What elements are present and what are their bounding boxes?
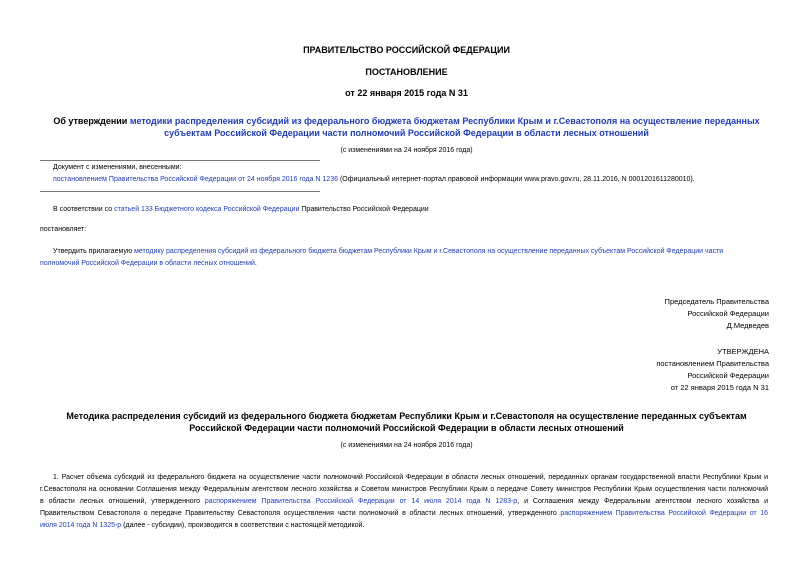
signature-title: Председатель Правительства (664, 297, 769, 306)
title-link-cont[interactable]: субъектам Российской Федерации части полномочий Российской Федерации в области лесных отношений (164, 128, 649, 138)
approved-block (656, 346, 769, 394)
approve-link-cont[interactable]: полномочий Российской Федерации в области лесных отношений (40, 260, 255, 267)
clause-1-line3-suffix: , и Соглашения между Федеральным агентством лесного хозяйства и (517, 498, 768, 505)
signature-block (665, 296, 769, 332)
signature-country: Российской Федерации (687, 309, 769, 318)
government-heading: ПРАВИТЕЛЬСТВО РОССИЙСКОЙ ФЕДЕРАЦИИ (303, 45, 510, 55)
clause-1-link-1325[interactable]: распоряжением Правительства Российской Федерации от 16 (560, 510, 768, 517)
basis-link[interactable]: статьей 133 Бюджетного кодекса Российской Федерации (114, 206, 300, 213)
signature-name: Д.Медведев (726, 321, 769, 330)
approved-label: УТВЕРЖДЕНА (717, 347, 769, 356)
amendments-top-rule (40, 160, 320, 161)
clause-1-line5-suffix: (далее - субсидии), производится в соответствии с настоящей методикой. (121, 522, 365, 529)
approved-by: постановлением Правительства (656, 359, 769, 368)
doc-date-number: от 22 января 2015 года N 31 (345, 88, 468, 98)
methodology-changes-note: (с изменениями на 24 ноября 2016 года) (340, 442, 473, 449)
methodology-title-line1: Методика распределения субсидий из федерального бюджета бюджетам Республики Крым и г.Севастополя на осуществление переданных субъектам (66, 411, 747, 421)
clause-1-link-1283[interactable]: распоряжением Правительства Российской Федерации от 14 июля 2014 года N 1283-р (204, 498, 518, 505)
doc-type-heading: ПОСТАНОВЛЕНИЕ (365, 67, 448, 77)
approved-date: от 22 января 2015 года N 31 (670, 383, 769, 392)
approved-country: Российской Федерации (687, 371, 769, 380)
basis-prefix: В соответствии со (53, 206, 115, 213)
decrees-word: постановляет: (40, 226, 87, 233)
amendments-intro: Документ с изменениями, внесенными: (53, 164, 182, 171)
clause-1-line2: г.Севастополя на основании Соглашения между Федеральным агентством лесного хозяйства и Советом министров Республики Крым о передаче Совету министров Республики Крым осуществления части полномочий (40, 486, 768, 493)
clause-1-line4-prefix: Правительством Севастополя о передаче Правительству Севастополя осуществления части полномочий в области лесных отношений, утвержденного (40, 510, 561, 517)
clause-1-line3-prefix: в области лесных отношений, утвержденного (40, 498, 205, 505)
amendments-line (53, 176, 695, 183)
document-title (40, 115, 773, 139)
amendment-link[interactable]: постановлением Правительства Российской Федерации от 24 ноября 2016 года N 1236 (53, 176, 339, 183)
basis-suffix: Правительство Российской Федерации (299, 206, 429, 213)
amendment-source: (Официальный интернет-портал правовой информации www.pravo.gov.ru, 28.11.2016, N 0001201611280010). (338, 176, 695, 183)
clause-1 (40, 472, 768, 532)
changes-note: (с изменениями на 24 ноября 2016 года) (340, 147, 473, 154)
clause-1-line1: 1. Расчет объема субсидий из федерального бюджета на осуществление части полномочий Российской Федерации в области лесных отношений, переданных органам государственной власти Республики Крым и (53, 474, 768, 481)
amendments-bottom-rule (40, 191, 320, 192)
methodology-title-line2: Российской Федерации части полномочий Российской Федерации в области лесных отношений (189, 423, 624, 433)
approve-link[interactable]: методику распределения субсидий из федерального бюджета бюджетам Республики Крым и г.Севастополя на осуществление переданных субъектам Российской Федерации части (134, 248, 724, 255)
clause-1-line3 (40, 496, 768, 508)
approve-prefix: Утвердить прилагаемую (53, 248, 135, 255)
clause-1-line5 (40, 520, 768, 532)
clause-1-line4 (40, 508, 768, 520)
clause-1-link-1325-cont[interactable]: июля 2014 года N 1325-р (40, 522, 122, 529)
title-link[interactable]: методики распределения субсидий из федерального бюджета бюджетам Республики Крым и г.Севастополя на осуществление переданных (129, 116, 760, 126)
methodology-title (40, 410, 773, 434)
title-prefix: Об утверждении (53, 116, 130, 126)
approve-paragraph (40, 246, 768, 270)
basis-line (53, 206, 429, 213)
approve-suffix: . (254, 260, 257, 267)
